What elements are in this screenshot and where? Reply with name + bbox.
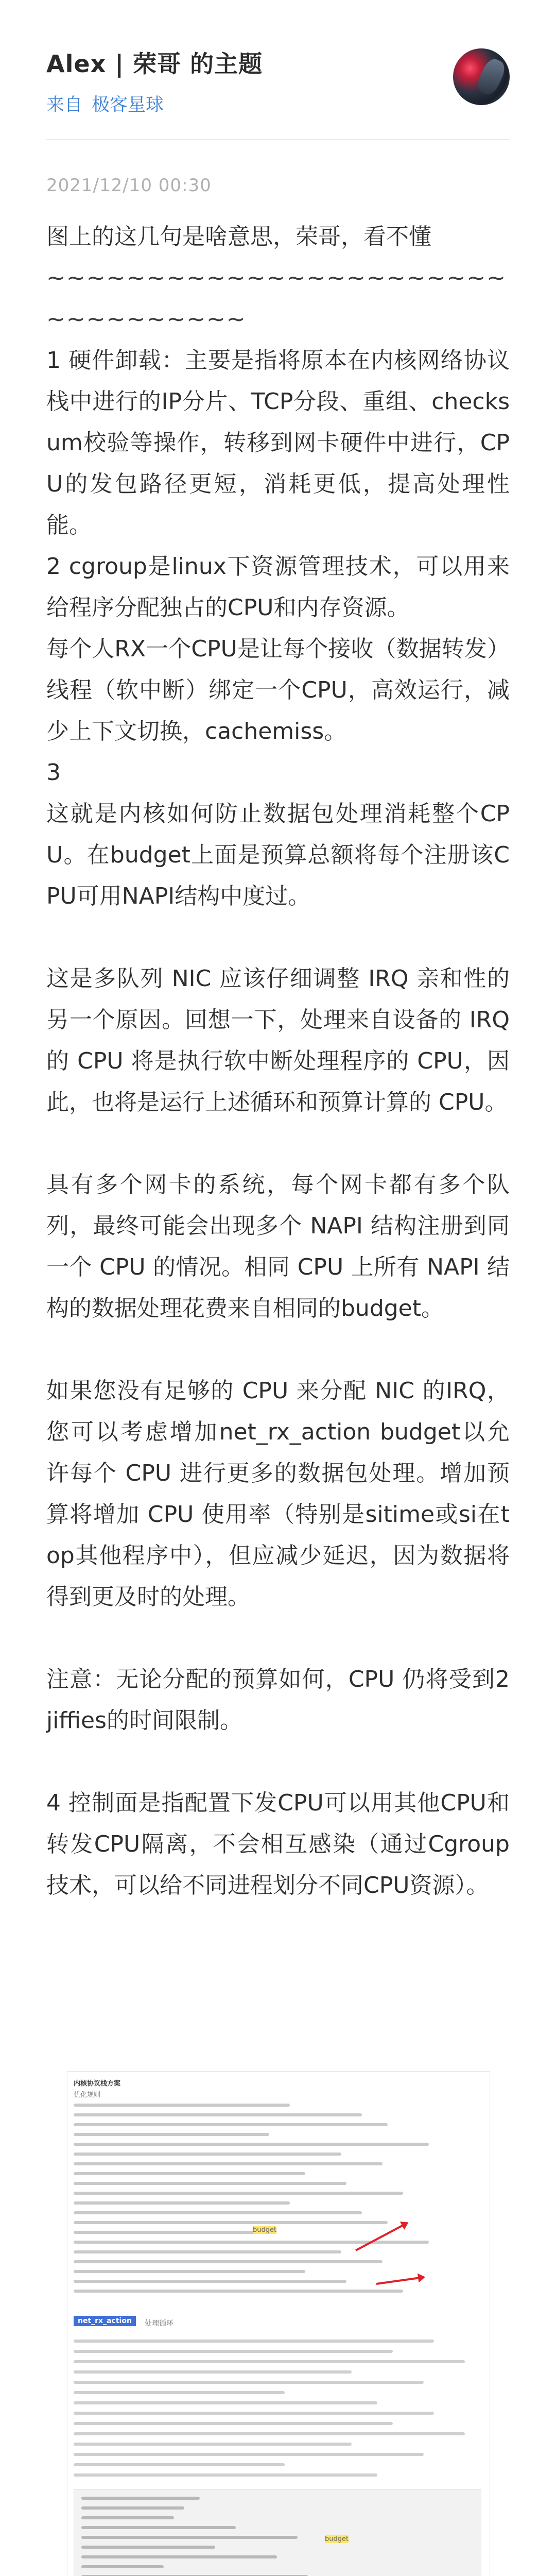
paragraph: 具有多个网卡的系统，每个网卡都有多个队列，最终可能会出现多个 NAPI 结构注册到同一个 CPU 的情况。相同 CPU 上所有 NAPI 结构的数据处理花费来自相同的budget。 [46, 1172, 510, 1321]
blurred-text-line [74, 2463, 285, 2466]
blurred-text-line [74, 2260, 383, 2263]
paragraph: 2 cgroup是linux下资源管理技术，可以用来给程序分配独占的CPU和内存资源。 [46, 553, 510, 621]
shot-heading: 内核协议栈方案 [74, 2080, 121, 2088]
blurred-text-line [81, 2536, 298, 2539]
red-arrow-icon [376, 2276, 423, 2284]
blurred-text-line [74, 2340, 434, 2343]
blurred-text-line [81, 2546, 215, 2549]
blurred-text-line [74, 2153, 341, 2156]
paragraph: 图上的这几句是啥意思，荣哥，看不懂 [46, 224, 431, 250]
blurred-text-line [74, 2432, 465, 2435]
budget-highlight: budget [325, 2535, 349, 2543]
blurred-text-line [74, 2391, 285, 2394]
post-title: Alex | 荣哥 的主题 [46, 50, 263, 78]
blurred-text-line [74, 2401, 377, 2404]
blurred-text-line [74, 2192, 403, 2195]
group-link[interactable]: 极客星球 [92, 95, 164, 115]
post-source [46, 91, 173, 116]
blurred-text-line [81, 2565, 164, 2568]
blurred-text-line [74, 2381, 424, 2384]
blurred-text-line [74, 2290, 403, 2293]
blurred-text-line [74, 2270, 305, 2273]
separator-line: ~~~~~~~~~~~~~~~~~~~~~~~~~~~~~~~~~ [46, 265, 507, 332]
shot-subheading: 优化规则 [74, 2091, 101, 2099]
paragraph: 这是多队列 NIC 应该仔细调整 IRQ 亲和性的另一个原因。回想一下，处理来自设备的 IRQ 的 CPU 将是执行软中断处理程序的 CPU，因此，也将是运行上述循环和预算计算的 CPU。 [46, 965, 510, 1115]
paragraph: 3 [46, 759, 61, 786]
attached-screenshot[interactable] [67, 2071, 490, 2576]
blurred-text-line [81, 2497, 200, 2500]
budget-highlight: budget [253, 2226, 277, 2234]
blurred-text-line [74, 2350, 393, 2353]
blurred-text-line [74, 2172, 305, 2175]
blurred-text-line [74, 2104, 290, 2107]
blurred-text-line [74, 2201, 290, 2205]
paragraph: 这就是内核如何防止数据包处理消耗整个CPU。在budget上面是预算总额将每个注册该CPU可用NAPI结构中度过。 [46, 801, 510, 909]
tag-suffix: 处理循环 [145, 2319, 173, 2328]
paragraph: 如果您没有足够的 CPU 来分配 NIC 的IRQ，您可以考虑增加net_rx_action budget以允许每个 CPU 进行更多的数据包处理。增加预算将增加 CPU 使用率（特别是sitime或si在top其他程序中），但应减少延迟，因为数据将得到更及时的处理。 [46, 1378, 510, 1610]
blurred-text-line [74, 2182, 346, 2185]
blurred-text-line [74, 2221, 388, 2224]
blurred-text-line [74, 2241, 429, 2244]
blurred-text-line [81, 2506, 184, 2510]
code-block [74, 2489, 481, 2576]
net-rx-action-tag: net_rx_action [74, 2316, 136, 2326]
post-header [46, 45, 510, 117]
blurred-text-line [74, 2370, 352, 2374]
blurred-text-line [74, 2443, 352, 2446]
avatar[interactable] [453, 48, 510, 105]
paragraph: 每个人RX一个CPU是让每个接收（数据转发）线程（软中断）绑定一个CPU，高效运行，减少上下文切换，cachemiss。 [46, 636, 510, 744]
blurred-text-line [74, 2113, 362, 2116]
blurred-text-line [81, 2516, 174, 2519]
red-arrow-icon [355, 2223, 406, 2251]
blurred-text-line [74, 2412, 434, 2415]
blurred-text-line [74, 2162, 383, 2165]
blurred-text-line [74, 2473, 377, 2477]
blurred-text-line [74, 2453, 424, 2456]
blurred-text-line [74, 2422, 393, 2425]
blurred-text-line [74, 2250, 341, 2253]
paragraph: 4 控制面是指配置下发CPU可以用其他CPU和转发CPU隔离，不会相互感染（通过Cgroup技术，可以给不同进程划分不同CPU资源）。 [46, 1790, 510, 1899]
blurred-text-line [74, 2143, 429, 2146]
post-date: 2021/12/10 00:30 [46, 175, 212, 196]
post-body [46, 216, 510, 1906]
blurred-text-line [74, 2133, 269, 2136]
blurred-text-line [74, 2360, 465, 2363]
source-prefix: 来自 [46, 95, 83, 115]
blurred-text-line [74, 2280, 346, 2283]
blurred-text-line [81, 2555, 277, 2558]
paragraph: 注意：无论分配的预算如何，CPU 仍将受到2 jiffies的时间限制。 [46, 1666, 510, 1734]
blurred-text-line [81, 2526, 236, 2529]
paragraph: 1 硬件卸载：主要是指将原本在内核网络协议栈中进行的IP分片、TCP分段、重组、checksum校验等操作，转移到网卡硬件中进行，CPU的发包路径更短，消耗更低，提高处理性能。 [46, 347, 510, 538]
header-divider [46, 139, 510, 140]
blurred-text-line [74, 2211, 362, 2214]
blurred-text-line [74, 2123, 388, 2126]
blurred-text-line [74, 2231, 269, 2234]
